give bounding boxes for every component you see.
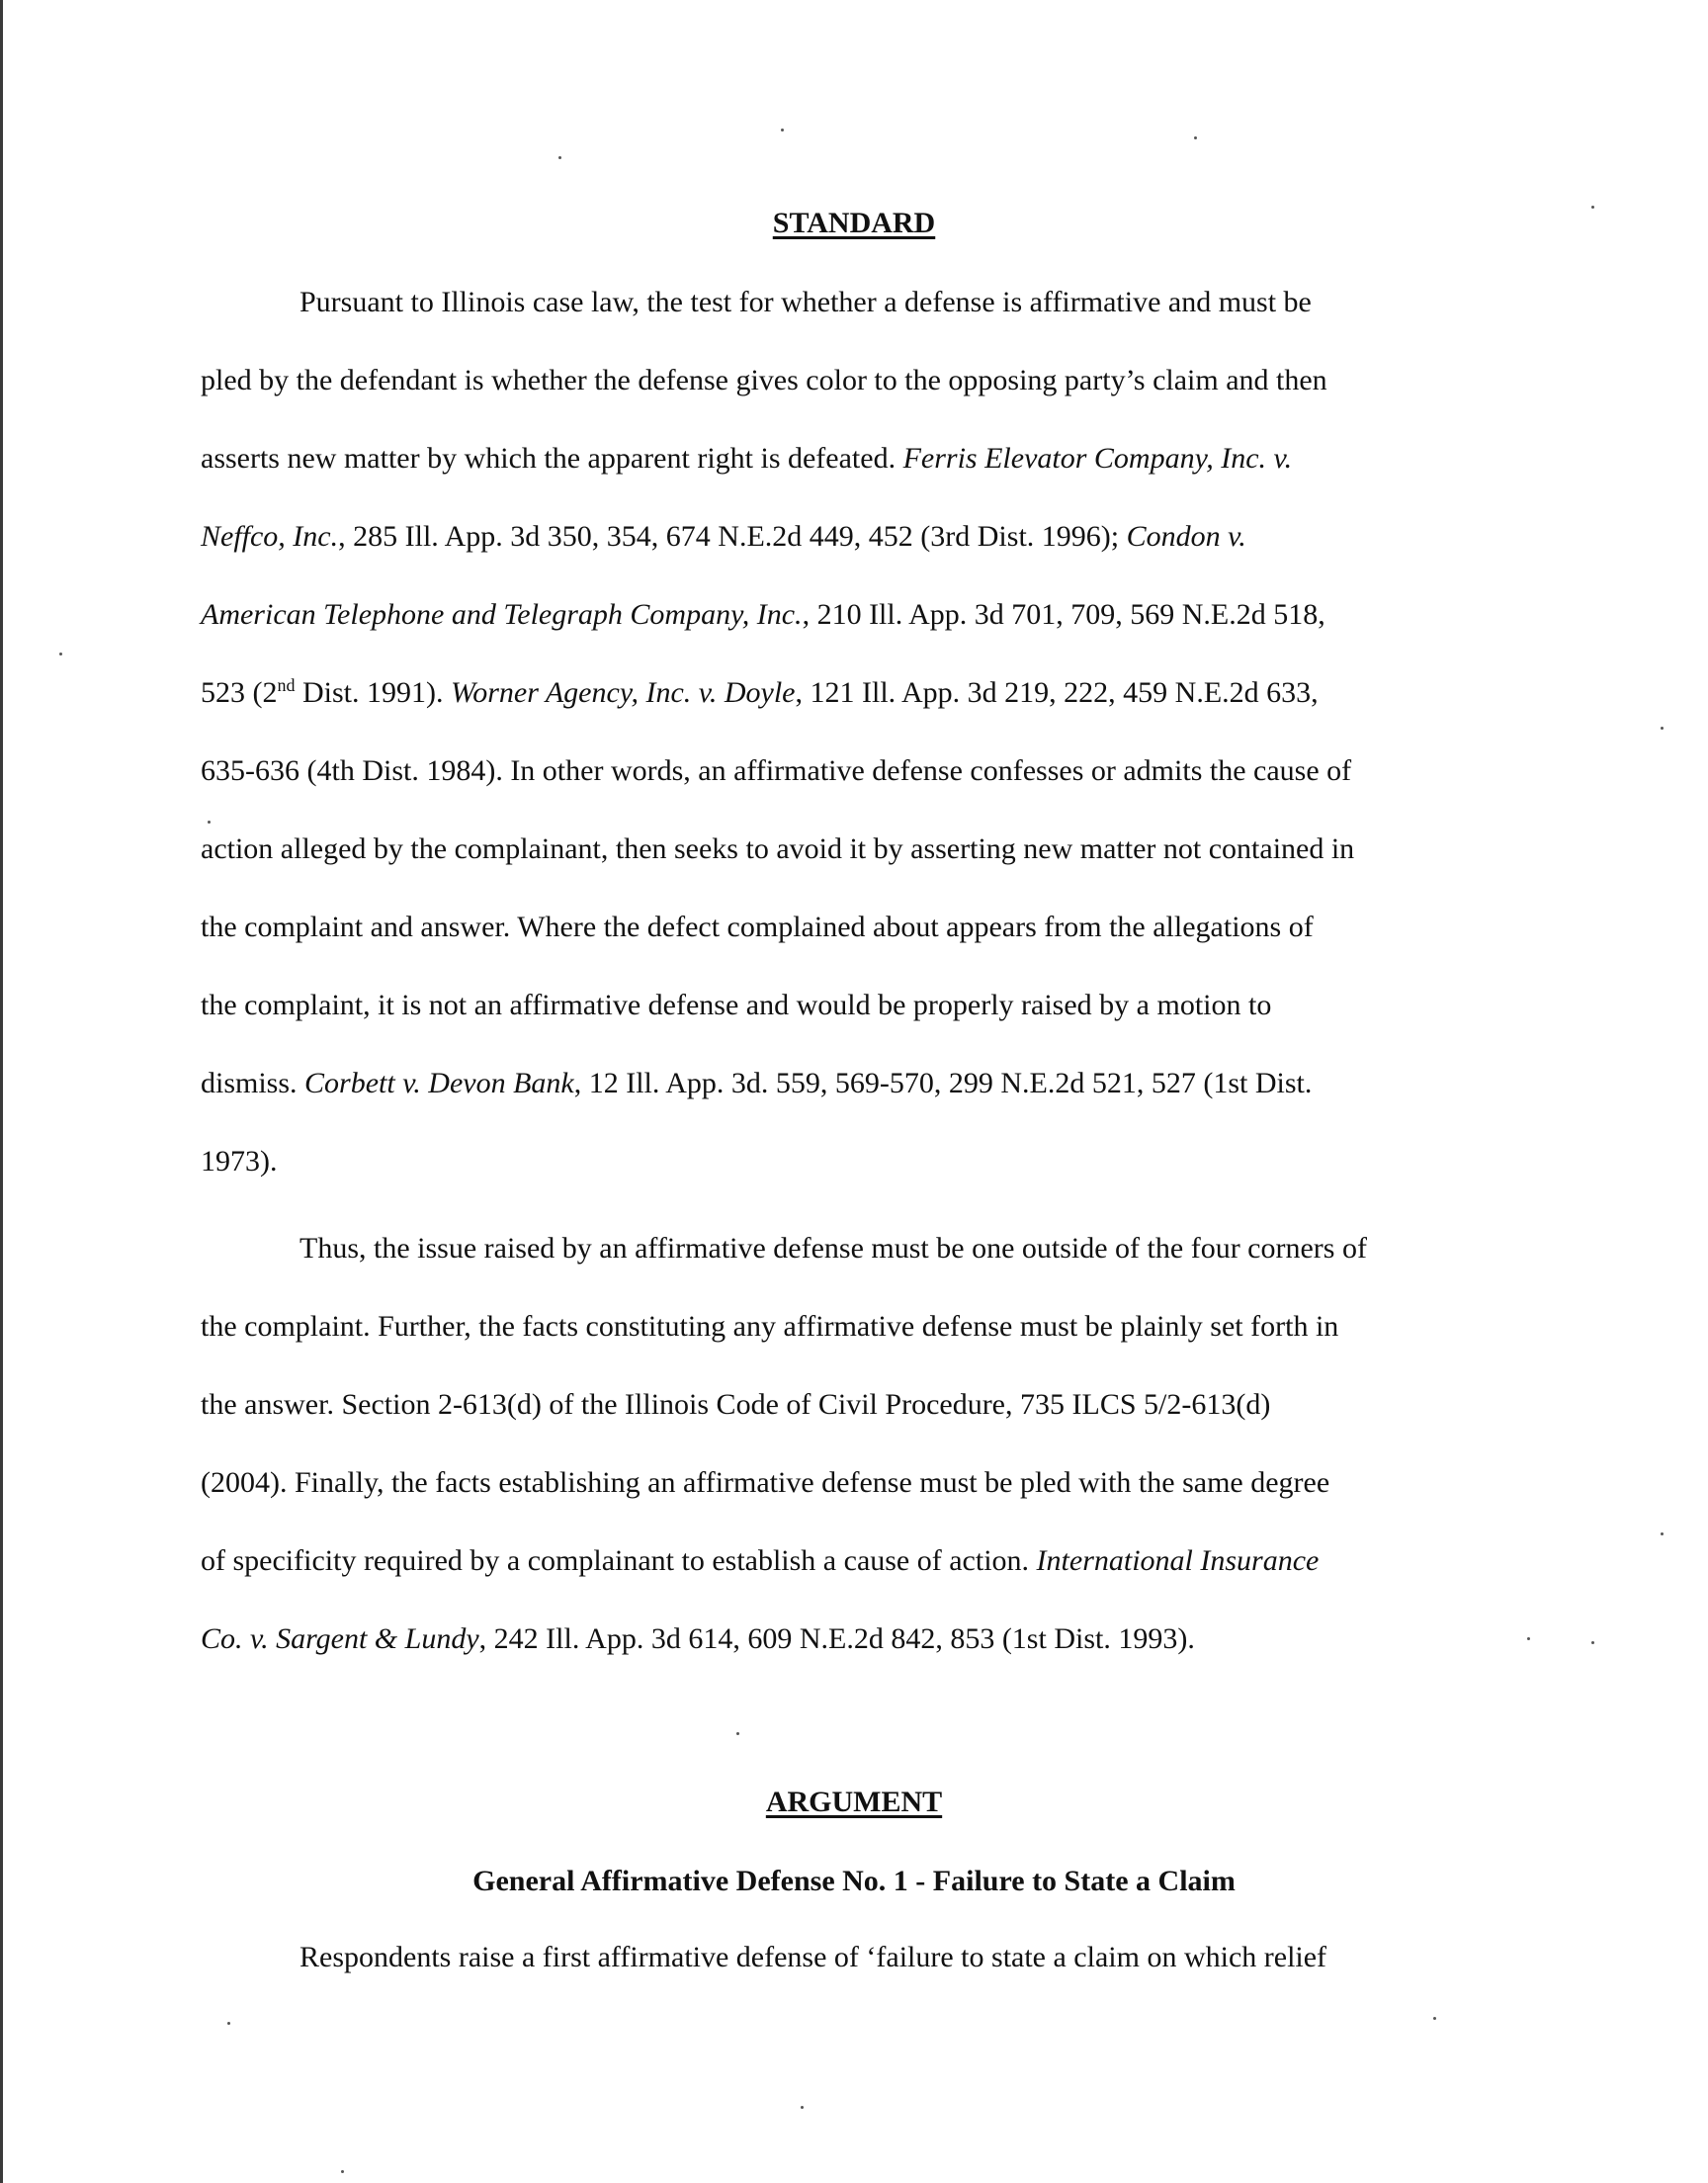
text-segment: 523 (2 [201, 676, 278, 709]
text-segment: asserts new matter by which the apparent right is defeated. [201, 442, 903, 475]
affirmative-defense-subheading: General Affirmative Defense No. 1 - Failure to State a Claim [472, 1865, 1236, 1897]
text-segment: , 210 Ill. App. 3d 701, 709, 569 N.E.2d 518, [802, 598, 1325, 631]
scan-speck [558, 156, 561, 159]
scan-speck [227, 2022, 230, 2025]
standard-paragraph-1 [201, 263, 1505, 1200]
argument-paragraph-1 [201, 1918, 1505, 1996]
argument-heading: ARGUMENT [765, 1786, 943, 1818]
text-line: Pursuant to Illinois case law, the test for whether a defense is affirmative and must be [299, 286, 1312, 318]
text-line [201, 575, 1505, 654]
text-line: the answer. Section 2-613(d) of the Illinois Code of Civil Procedure, 735 ILCS 5/2-613(d) [201, 1388, 1271, 1421]
text-line: Respondents raise a first affirmative defense of ‘failure to state a claim on which relief [299, 1941, 1327, 1973]
scan-speck [1194, 136, 1197, 139]
case-citation: Co. v. Sargent & Lundy [201, 1622, 479, 1655]
text-segment: Dist. 1991). [295, 676, 451, 709]
case-citation: Corbett v. Devon Bank [304, 1067, 574, 1099]
text-line [201, 419, 1505, 497]
text-segment: , 121 Ill. App. 3d 219, 222, 459 N.E.2d 633, [795, 676, 1319, 709]
text-segment: , 12 Ill. App. 3d. 559, 569-570, 299 N.E.2d 521, 527 (1st Dist. [573, 1067, 1313, 1099]
text-line: 1973). [201, 1145, 278, 1178]
text-line: (2004). Finally, the facts establishing an affirmative defense must be pled with the same degree [201, 1466, 1330, 1499]
case-citation: Neffco, Inc. [201, 520, 339, 553]
text-line [201, 1044, 1505, 1122]
scan-speck [736, 1732, 739, 1735]
scan-speck [781, 129, 784, 131]
text-segment: , 285 Ill. App. 3d 350, 354, 674 N.E.2d 449, 452 (3rd Dist. 1996); [338, 520, 1127, 553]
scan-speck [1661, 727, 1664, 730]
ordinal-superscript: nd [277, 675, 296, 695]
scan-speck [1591, 1641, 1594, 1644]
text-line [201, 1522, 1505, 1600]
standard-paragraph-2 [201, 1209, 1505, 1678]
standard-heading: STANDARD [772, 207, 936, 239]
case-citation: Ferris Elevator Company, Inc. v. [902, 442, 1293, 475]
case-citation: American Telephone and Telegraph Company, Inc. [201, 598, 803, 631]
case-citation: Worner Agency, Inc. v. Doyle [451, 676, 796, 709]
scan-speck [801, 2106, 804, 2109]
text-line: the complaint and answer. Where the defect complained about appears from the allegations of [201, 911, 1314, 943]
scan-speck [1433, 2017, 1436, 2020]
text-line [201, 497, 1505, 575]
scan-speck [1527, 1637, 1530, 1640]
scan-speck [1591, 206, 1594, 209]
text-line: the complaint. Further, the facts constituting any affirmative defense must be plainly set forth in [201, 1310, 1339, 1343]
text-line: Thus, the issue raised by an affirmative defense must be one outside of the four corners of [299, 1232, 1367, 1265]
scan-speck [341, 2170, 344, 2173]
scan-speck [59, 653, 62, 655]
case-citation: International Insurance [1036, 1544, 1320, 1577]
text-line [201, 654, 1505, 732]
text-line: action alleged by the complainant, then seeks to avoid it by asserting new matter not contained in [201, 832, 1355, 865]
text-line: pled by the defendant is whether the defense gives color to the opposing party’s claim and then [201, 364, 1327, 396]
scan-speck [1661, 1532, 1664, 1535]
text-segment: dismiss. [201, 1067, 305, 1099]
text-line: 635-636 (4th Dist. 1984). In other words, an affirmative defense confesses or admits the cause of [201, 754, 1352, 787]
case-citation: Condon v. [1126, 520, 1246, 553]
scan-speck [208, 821, 211, 824]
text-line [201, 1600, 1505, 1678]
text-line: the complaint, it is not an affirmative defense and would be properly raised by a motion to [201, 989, 1272, 1021]
text-segment: , 242 Ill. App. 3d 614, 609 N.E.2d 842, 853 (1st Dist. 1993). [478, 1622, 1195, 1655]
text-segment: of specificity required by a complainant to establish a cause of action. [201, 1544, 1037, 1577]
